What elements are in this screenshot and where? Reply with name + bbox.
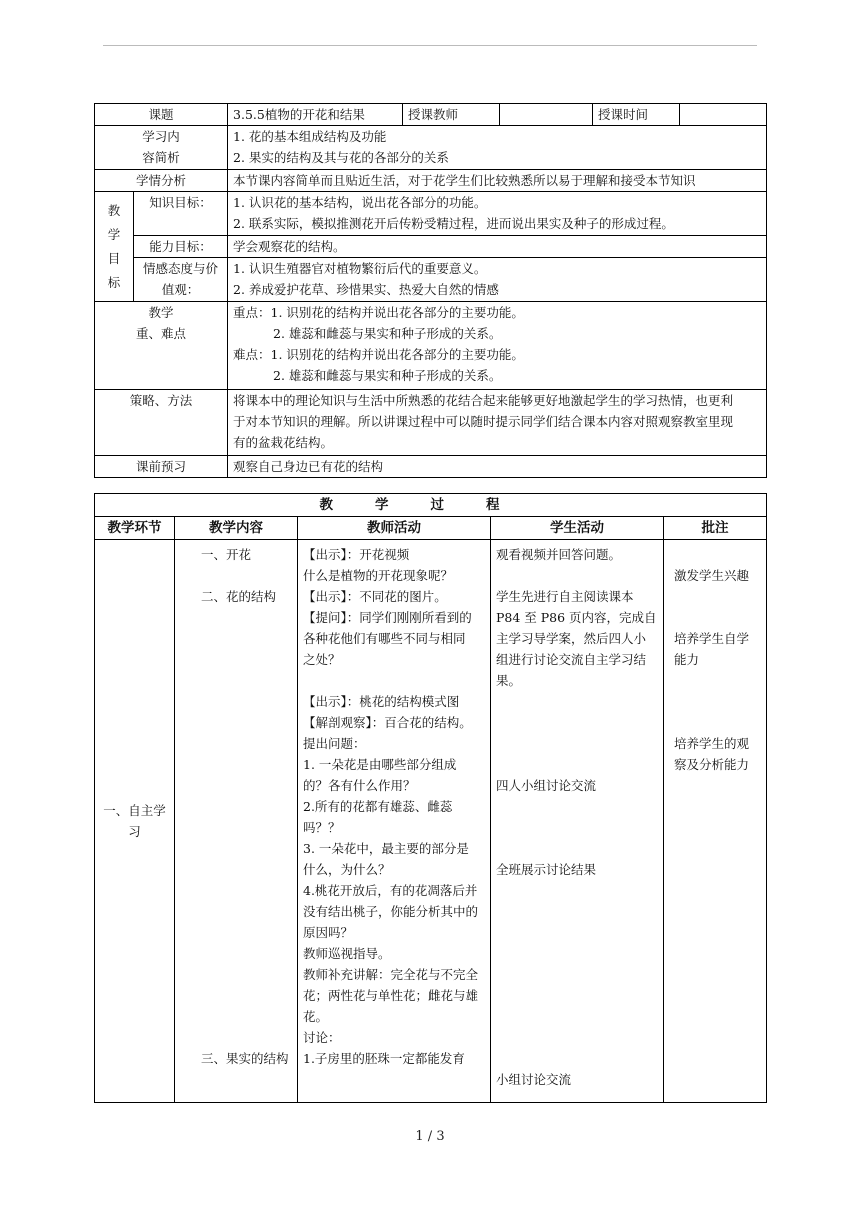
preview-text: 观察自己身边已有花的结构: [228, 456, 767, 478]
situation-label: 学情分析: [95, 170, 228, 192]
stage-cell: 一、自主学 习: [95, 540, 175, 1103]
teacher-value: [500, 104, 593, 126]
objectives-group-label: 教 学 目 标: [95, 192, 134, 302]
lesson-value: 3.5.5植物的开花和结果: [228, 104, 403, 126]
process-title: 教学过程: [95, 494, 767, 517]
col-content-header: 教学内容: [175, 517, 298, 540]
knowledge-items: 1. 认识花的基本结构，说出花各部分的功能。 2. 联系实际，模拟推测花开后传粉受精过程，进而说出果实及种子的形成过程。: [228, 192, 767, 236]
preview-label: 课前预习: [95, 456, 228, 478]
time-label: 授课时间: [593, 104, 680, 126]
content-analysis-label: 学习内 容简析: [95, 126, 228, 170]
content-analysis-items: 1. 花的基本组成结构及功能 2. 果实的结构及其与花的各部分的关系: [228, 126, 767, 170]
emotion-label: 情感态度与价 值观：: [134, 258, 228, 302]
col-student-header: 学生活动: [491, 517, 664, 540]
content-cell: 一、开花 二、花的结构 三、果实的结构: [175, 540, 298, 1103]
col-teacher-header: 教师活动: [298, 517, 491, 540]
ability-label: 能力目标：: [134, 236, 228, 258]
knowledge-label: 知识目标：: [134, 192, 228, 236]
header-rule: [103, 45, 757, 46]
strategy-label: 策略、方法: [95, 390, 228, 456]
teacher-label: 授课教师: [403, 104, 500, 126]
col-stage-header: 教学环节: [95, 517, 175, 540]
page-number: 1 / 3: [415, 1129, 445, 1144]
ability-text: 学会观察花的结构。: [228, 236, 767, 258]
keypoints-content: 重点：1. 识别花的结构并说出花各部分的主要功能。 2. 雄蕊和雌蕊与果实和种子形成的关系。 难点：1. 识别花的结构并说出花各部分的主要功能。 2. 雄蕊和雌蕊与果实和种子形成的关系。: [228, 302, 767, 390]
col-notes-header: 批注: [664, 517, 767, 540]
strategy-text: 将课本中的理论知识与生活中所熟悉的花结合起来能够更好地激起学生的学习热情，也更利 于对本节知识的理解。所以讲课过程中可以随时提示同学们结合课本内容对照观察教室里现 有的盆栽花结构。: [228, 390, 767, 456]
notes-cell: 激发学生兴趣 培养学生自学 能力 培养学生的观 察及分析能力: [664, 540, 767, 1103]
time-value: [680, 104, 767, 126]
lesson-label: 课题: [95, 104, 228, 126]
process-table: [94, 493, 767, 1103]
student-activity-cell: 观看视频并回答问题。 学生先进行自主阅读课本 P84 至 P86 页内容，完成自 主学习导学案，然后四人小 组进行讨论交流自主学习结 果。 四人小组讨论交流 全班展示讨论结果 小组讨论交流: [491, 540, 664, 1103]
emotion-items: 1. 认识生殖器官对植物繁衍后代的重要意义。 2. 养成爱护花草、珍惜果实、热爱大自然的情感: [228, 258, 767, 302]
teacher-activity-cell: 【出示】：开花视频 什么是植物的开花现象呢？ 【出示】：不同花的图片。 【提问】：同学们刚刚所看到的 各种花他们有哪些不同与相同 之处？ 【出示】：桃花的结构模式图 【解剖观察】：百合花的结构。 提出问题： 1. 一朵花是由哪些部分组成 的？各有什么作用？ 2.所有的花都有雄蕊、雌蕊 吗？？ 3. 一朵花中，最主要的部分是 什么，为什么？ 4.桃花开放后，有的花凋落后并 没有结出桃子，你能分析其中的 原因吗？ 教师巡视指导。 教师补充讲解：完全花与不完全 花；两性花与单性花；雌花与雄 花。 讨论： 1.子房里的胚珠一定都能发育: [298, 540, 491, 1103]
situation-text: 本节课内容简单而且贴近生活，对于花学生们比较熟悉所以易于理解和接受本节知识: [228, 170, 767, 192]
lesson-info-table: [94, 103, 767, 478]
keypoints-label: 教学 重、难点: [95, 302, 228, 390]
